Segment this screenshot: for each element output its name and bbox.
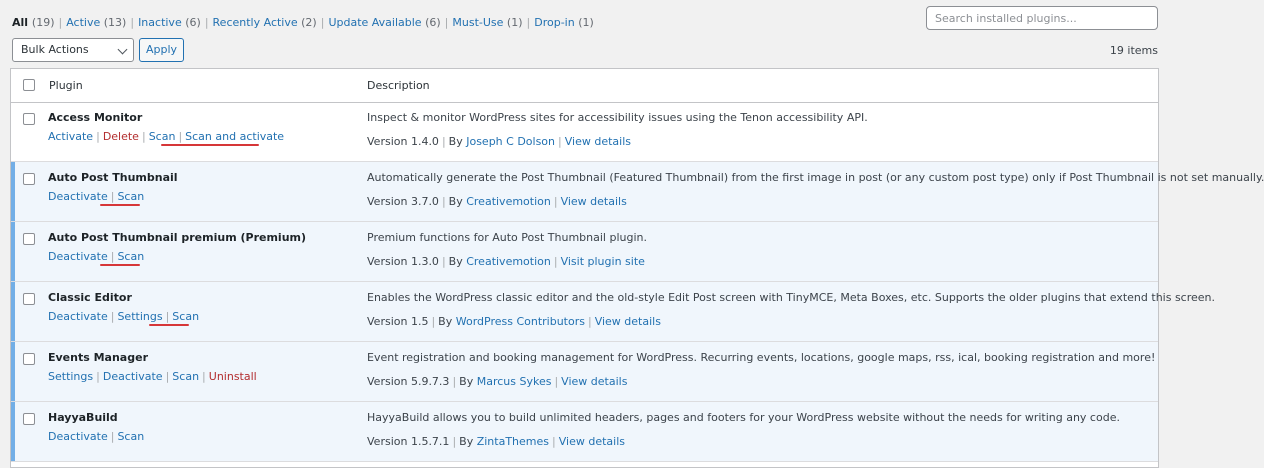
plugin-description: Automatically generate the Post Thumbnail (Featured Thumbnail) from the first image in post (or any custom post type) only if Post Thumbnail is not set manually. [367, 171, 1264, 184]
plugin-meta: Version 3.7.0 | By Creativemotion | View details [367, 195, 627, 208]
author-link[interactable]: Marcus Sykes [476, 375, 552, 388]
row-checkbox[interactable] [23, 293, 35, 305]
deactivate-link[interactable]: Deactivate [48, 310, 108, 323]
apply-button[interactable]: Apply [139, 38, 184, 62]
plugin-meta: Version 1.3.0 | By Creativemotion | Visit plugin site [367, 255, 645, 268]
highlight-underline [100, 264, 140, 266]
row-actions: Deactivate | Scan [48, 430, 145, 443]
view-details-link[interactable]: View details [564, 135, 631, 148]
column-plugin: Plugin [49, 79, 83, 92]
highlight-underline [149, 324, 189, 326]
filter-recently-active[interactable]: Recently Active (2) [212, 16, 317, 29]
scan-link[interactable]: Scan [148, 130, 176, 143]
uninstall-link[interactable]: Uninstall [208, 370, 257, 383]
plugin-meta: Version 1.4.0 | By Joseph C Dolson | View details [367, 135, 631, 148]
scan-link[interactable]: Scan [117, 250, 145, 263]
plugin-description: Enables the WordPress classic editor and the old-style Edit Post screen with TinyMCE, Meta Boxes, etc. Supports the older plugins that extend this screen. [367, 291, 1216, 304]
visit-plugin-site-link[interactable]: Visit plugin site [560, 255, 645, 268]
plugin-meta: Version 1.5 | By WordPress Contributors | View details [367, 315, 661, 328]
delete-link[interactable]: Delete [102, 130, 139, 143]
filter-update-available[interactable]: Update Available (6) [328, 16, 441, 29]
plugin-name: Auto Post Thumbnail [48, 171, 178, 184]
row-actions: Deactivate | Scan [48, 190, 145, 203]
row-checkbox[interactable] [23, 113, 35, 125]
column-description: Description [367, 79, 430, 92]
row-checkbox[interactable] [23, 173, 35, 185]
deactivate-link[interactable]: Deactivate [48, 190, 108, 203]
highlight-underline [100, 204, 140, 206]
plugin-name: Auto Post Thumbnail premium (Premium) [48, 231, 307, 244]
scan-and-activate-link[interactable]: Scan and activate [185, 130, 285, 143]
settings-link[interactable]: Settings [48, 370, 94, 383]
plugin-description: Premium functions for Auto Post Thumbnail plugin. [367, 231, 647, 244]
view-details-link[interactable]: View details [560, 195, 627, 208]
deactivate-link[interactable]: Deactivate [48, 250, 108, 263]
view-details-link[interactable]: View details [561, 375, 628, 388]
filter-active[interactable]: Active (13) [66, 16, 127, 29]
plugin-description: HayyaBuild allows you to build unlimited headers, pages and footers for your WordPress website without the needs for writing any code. [367, 411, 1120, 424]
scan-link[interactable]: Scan [117, 430, 145, 443]
scan-link[interactable]: Scan [172, 310, 200, 323]
row-checkbox[interactable] [23, 233, 35, 245]
row-checkbox[interactable] [23, 353, 35, 365]
plugin-name: Events Manager [48, 351, 148, 364]
bulk-actions-select[interactable] [12, 38, 134, 62]
author-link[interactable]: Creativemotion [466, 255, 551, 268]
row-actions: Settings | Deactivate | Scan | Uninstall [48, 370, 257, 383]
row-checkbox[interactable] [23, 413, 35, 425]
author-link[interactable]: Joseph C Dolson [466, 135, 556, 148]
view-details-link[interactable]: View details [594, 315, 661, 328]
plugin-description: Inspect & monitor WordPress sites for accessibility issues using the Tenon accessibility API. [367, 111, 868, 124]
activate-link[interactable]: Activate [48, 130, 94, 143]
chevron-down-icon [118, 45, 128, 55]
row-actions: Activate | Delete | Scan | Scan and activate [48, 130, 285, 143]
scan-link[interactable]: Scan [172, 370, 200, 383]
highlight-underline [161, 144, 259, 146]
row-actions: Deactivate | Settings | Scan [48, 310, 200, 323]
row-actions: Deactivate | Scan [48, 250, 145, 263]
status-filters: All (19) | Active (13) | Inactive (6) | Recently Active (2) | Update Available (6) | Must-Use (1) | Drop-in (1) [12, 16, 594, 29]
bulk-actions-value: Bulk Actions [21, 43, 89, 56]
settings-link[interactable]: Settings [117, 310, 163, 323]
author-link[interactable]: WordPress Contributors [455, 315, 585, 328]
items-count: 19 items [1109, 44, 1158, 57]
filter-inactive[interactable]: Inactive (6) [138, 16, 201, 29]
table-row [11, 162, 1264, 222]
plugin-meta: Version 1.5.7.1 | By ZintaThemes | View details [367, 435, 625, 448]
view-details-link[interactable]: View details [558, 435, 625, 448]
plugin-name: HayyaBuild [48, 411, 118, 424]
search-plugins-input[interactable] [926, 6, 1158, 30]
filter-drop-in[interactable]: Drop-in (1) [534, 16, 594, 29]
table-row [11, 222, 1158, 282]
table-row [11, 342, 1158, 402]
select-all-checkbox[interactable] [23, 79, 35, 91]
table-row [11, 282, 1216, 342]
table-row [11, 102, 1158, 162]
plugin-name: Access Monitor [48, 111, 143, 124]
plugins-table [10, 68, 1264, 468]
filter-must-use[interactable]: Must-Use (1) [452, 16, 523, 29]
table-header [11, 69, 1158, 103]
table-row [11, 402, 1158, 462]
author-link[interactable]: ZintaThemes [476, 435, 550, 448]
plugin-name: Classic Editor [48, 291, 132, 304]
deactivate-link[interactable]: Deactivate [48, 430, 108, 443]
plugin-meta: Version 5.9.7.3 | By Marcus Sykes | View details [367, 375, 628, 388]
plugin-description: Event registration and booking management for WordPress. Recurring events, locations, google maps, rss, ical, booking registration and more! [367, 351, 1156, 364]
deactivate-link[interactable]: Deactivate [102, 370, 163, 383]
scan-link[interactable]: Scan [117, 190, 145, 203]
filter-all[interactable]: All (19) [12, 16, 55, 29]
author-link[interactable]: Creativemotion [466, 195, 551, 208]
